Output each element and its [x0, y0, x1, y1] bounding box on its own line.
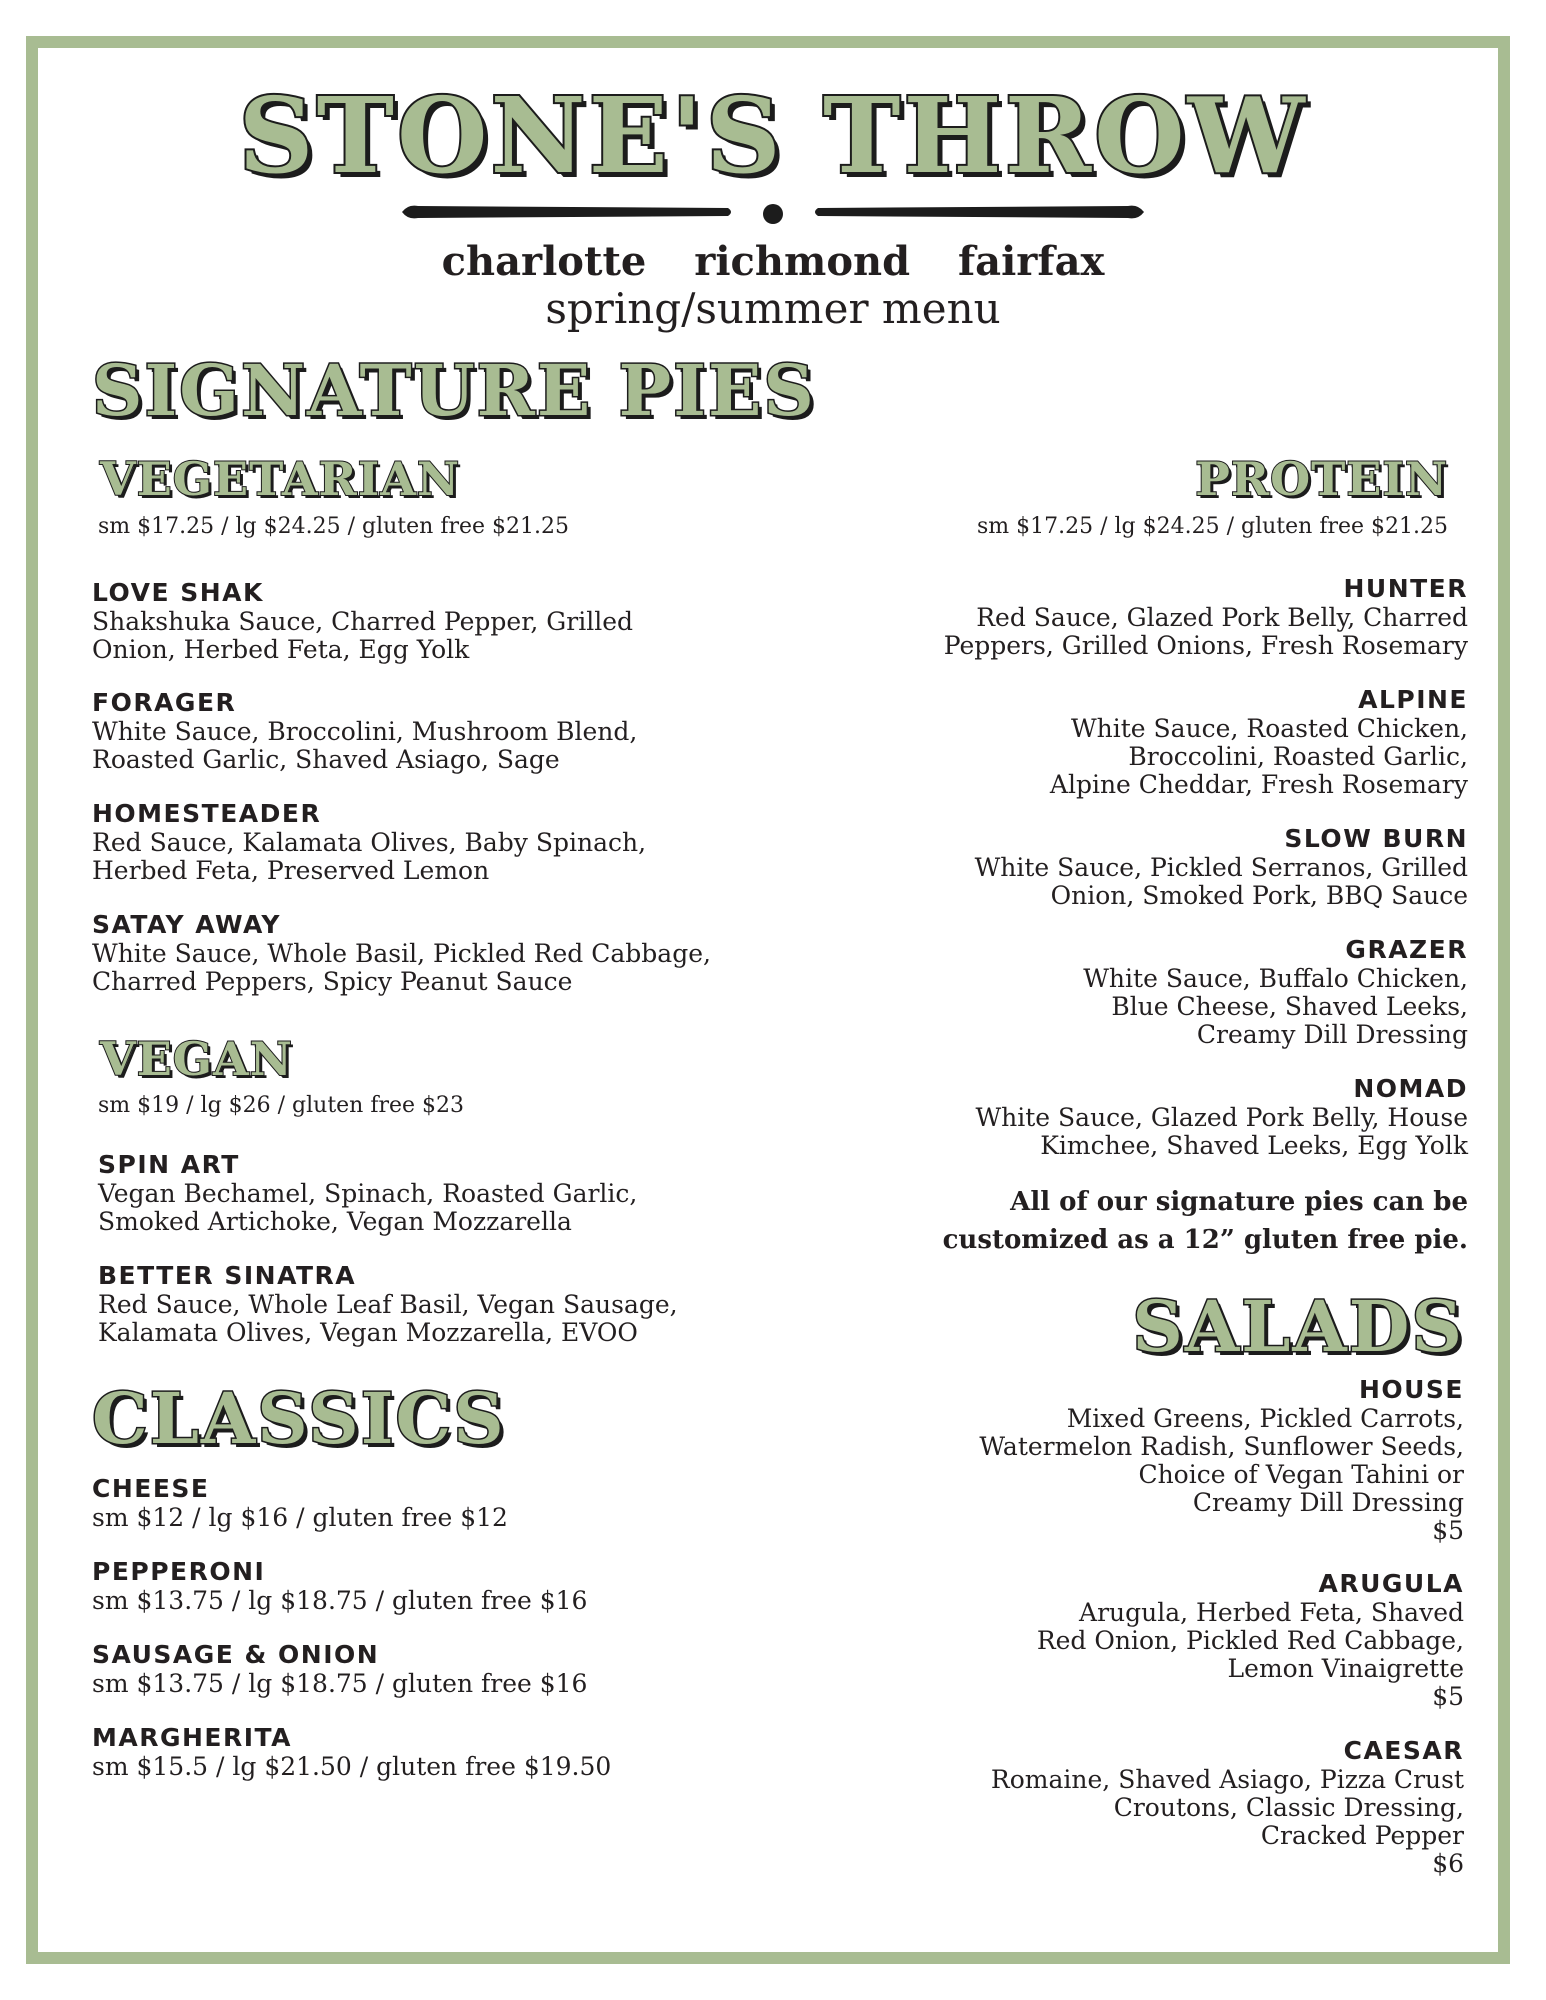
item-description: White Sauce, Broccolini, Mushroom Blend, Roasted Garlic, Shaved Asiago, Sage	[92, 717, 638, 774]
menu-item	[98, 1261, 778, 1347]
item-name: BETTER SINATRA	[98, 1261, 357, 1290]
item-name: CHEESE	[92, 1474, 210, 1503]
vegan-heading: VEGAN	[100, 1032, 293, 1086]
protein-prices: sm $17.25 / lg $24.25 / gluten free $21.25	[977, 514, 1448, 539]
item-name: SAUSAGE & ONION	[92, 1640, 380, 1669]
item-prices: sm $13.75 / lg $18.75 / gluten free $16	[92, 1669, 588, 1698]
item-description: White Sauce, Pickled Serranos, Grilled Onion, Smoked Pork, BBQ Sauce	[974, 853, 1468, 910]
item-name: SPIN ART	[98, 1150, 240, 1179]
menu-season: spring/summer menu	[545, 284, 1001, 333]
item-name: HOUSE	[1358, 1375, 1464, 1404]
salads-heading: SALADS	[1132, 1285, 1464, 1368]
item-description: Vegan Bechamel, Spinach, Roasted Garlic, Smoked Artichoke, Vegan Mozzarella	[98, 1179, 638, 1236]
item-name: NOMAD	[1353, 1074, 1468, 1103]
menu-item	[92, 799, 692, 885]
item-description: Romaine, Shaved Asiago, Pizza Crust Croutons, Classic Dressing, Cracked Pepper $6	[990, 1765, 1464, 1878]
menu-item	[92, 1723, 772, 1781]
item-description: Red Sauce, Glazed Pork Belly, Charred Peppers, Grilled Onions, Fresh Rosemary	[943, 603, 1468, 660]
item-name: MARGHERITA	[92, 1723, 293, 1752]
menu-item	[92, 688, 692, 774]
menu-item	[92, 1557, 692, 1615]
item-prices: sm $15.5 / lg $21.50 / gluten free $19.50	[92, 1752, 612, 1781]
item-name: SATAY AWAY	[92, 910, 282, 939]
item-description: White Sauce, Whole Basil, Pickled Red Cabbage, Charred Peppers, Spicy Peanut Sauce	[92, 939, 711, 996]
item-description: White Sauce, Roasted Chicken, Broccolini, Roasted Garlic, Alpine Cheddar, Fresh Rosemary	[1049, 714, 1468, 799]
vegetarian-heading: VEGETARIAN	[100, 452, 460, 506]
menu-item	[864, 1375, 1464, 1545]
item-name: SLOW BURN	[1284, 824, 1468, 853]
gluten-free-note: All of our signature pies can be customized as a 12” gluten free pie.	[942, 1187, 1468, 1255]
menu-item	[868, 1074, 1468, 1160]
menu-item	[868, 824, 1468, 910]
vegan-prices: sm $19 / lg $26 / gluten free $23	[98, 1093, 465, 1118]
item-description: White Sauce, Glazed Pork Belly, House Kimchee, Shaved Leeks, Egg Yolk	[975, 1103, 1468, 1160]
item-name: HOMESTEADER	[92, 799, 322, 828]
menu-item	[864, 1736, 1464, 1878]
menu-item	[98, 1150, 698, 1236]
item-name: PEPPERONI	[92, 1557, 266, 1586]
item-description: Red Sauce, Kalamata Olives, Baby Spinach, Herbed Feta, Preserved Lemon	[92, 828, 647, 885]
menu-item	[92, 910, 772, 996]
item-description: Mixed Greens, Pickled Carrots, Watermelon Radish, Sunflower Seeds, Choice of Vegan Tahini or Creamy Dill Dressing $5	[979, 1404, 1464, 1545]
vegetarian-prices: sm $17.25 / lg $24.25 / gluten free $21.25	[98, 514, 569, 539]
logo-divider-ornament	[398, 196, 1148, 226]
item-prices: sm $12 / lg $16 / gluten free $12	[92, 1503, 508, 1532]
menu-item	[868, 574, 1468, 660]
signature-pies-heading: SIGNATURE PIES	[92, 349, 816, 432]
item-description: Red Sauce, Whole Leaf Basil, Vegan Sausage, Kalamata Olives, Vegan Mozzarella, EVOO	[98, 1290, 678, 1347]
item-name: LOVE SHAK	[92, 578, 264, 607]
item-name: FORAGER	[92, 688, 237, 717]
menu-item	[92, 1474, 692, 1532]
item-description: Arugula, Herbed Feta, Shaved Red Onion, Pickled Red Cabbage, Lemon Vinaigrette $5	[1036, 1598, 1464, 1711]
protein-heading: PROTEIN	[1195, 452, 1448, 506]
item-name: HUNTER	[1343, 574, 1468, 603]
menu-item	[868, 935, 1468, 1049]
item-name: CAESAR	[1343, 1736, 1464, 1765]
item-name: GRAZER	[1345, 935, 1468, 964]
item-prices: sm $13.75 / lg $18.75 / gluten free $16	[92, 1586, 588, 1615]
item-description: Shakshuka Sauce, Charred Pepper, Grilled Onion, Herbed Feta, Egg Yolk	[92, 607, 634, 664]
menu-item	[92, 1640, 692, 1698]
item-name: ARUGULA	[1318, 1569, 1464, 1598]
item-description: White Sauce, Buffalo Chicken, Blue Cheese, Shaved Leeks, Creamy Dill Dressing	[1083, 964, 1468, 1049]
location-list: charlotte richmond fairfax	[441, 238, 1105, 285]
menu-item	[864, 1569, 1464, 1711]
menu-item	[868, 685, 1468, 799]
item-name: ALPINE	[1358, 685, 1468, 714]
menu-item	[92, 578, 692, 664]
brand-logo: STONE'S THROW	[238, 74, 1308, 197]
classics-heading: CLASSICS	[92, 1377, 506, 1460]
